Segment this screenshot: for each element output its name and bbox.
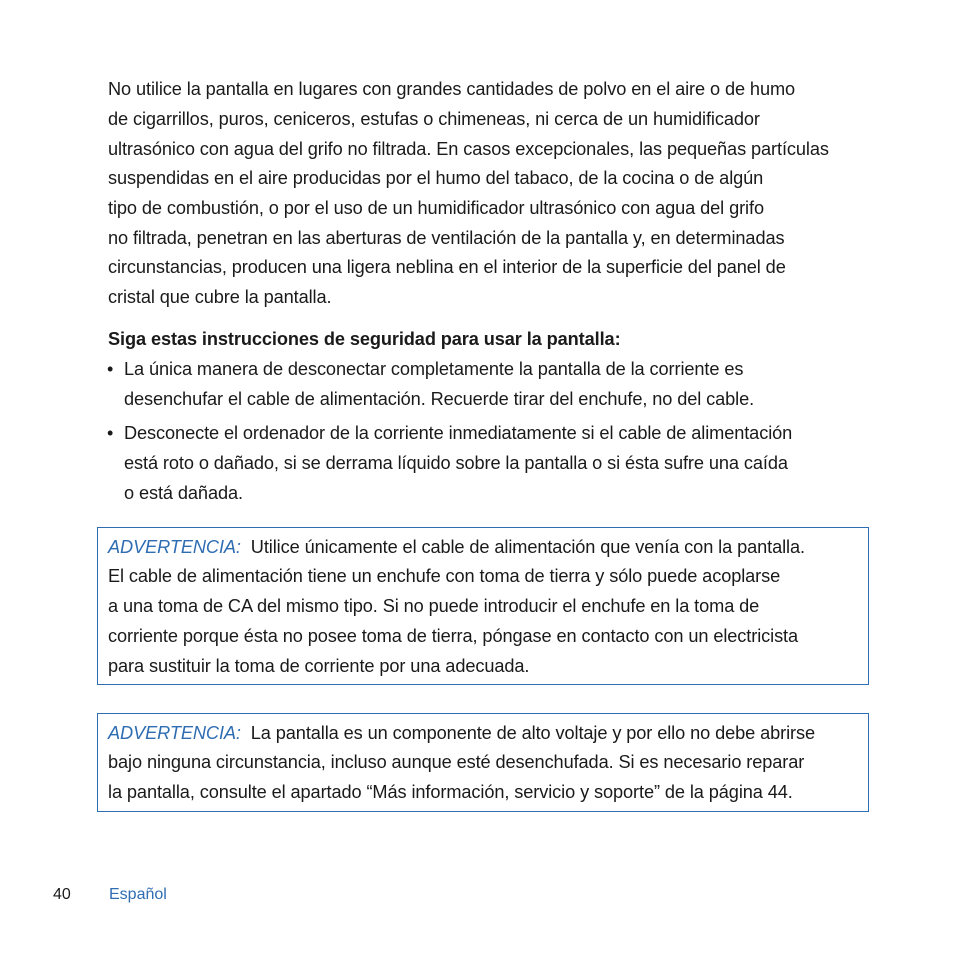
- warning-first-line: [108, 724, 815, 742]
- warning-line: la pantalla, consulte el apartado “Más información, servicio y soporte” de la página 44.: [108, 782, 793, 802]
- paragraph-line: no filtrada, penetran en las aberturas de ventilación de la pantalla y, en determinadas: [108, 228, 785, 248]
- paragraph-line: ultrasónico con agua del grifo no filtrada. En casos excepcionales, las pequeñas partículas: [108, 139, 829, 159]
- bullet-line: La única manera de desconectar completamente la pantalla de la corriente es: [124, 359, 744, 379]
- page-number: 40: [53, 886, 71, 903]
- bullet-line: desenchufar el cable de alimentación. Recuerde tirar del enchufe, no del cable.: [124, 389, 755, 409]
- paragraph-line: de cigarrillos, puros, ceniceros, estufas o chimeneas, ni cerca de un humidificador: [108, 109, 760, 129]
- paragraph-line: No utilice la pantalla en lugares con grandes cantidades de polvo en el aire o de humo: [108, 79, 796, 99]
- paragraph-line: tipo de combustión, o por el uso de un humidificador ultrasónico con agua del grifo: [108, 198, 764, 218]
- warning-text: Utilice únicamente el cable de alimentación que venía con la pantalla.: [250, 537, 805, 557]
- footer-language: Español: [109, 886, 167, 903]
- bullet-line: Desconecte el ordenador de la corriente inmediatamente si el cable de alimentación: [124, 423, 793, 443]
- safety-heading: Siga estas instrucciones de seguridad para usar la pantalla:: [108, 329, 621, 349]
- warning-line: bajo ninguna circunstancia, incluso aunque esté desenchufada. Si es necesario reparar: [108, 752, 805, 772]
- warning-label: ADVERTENCIA:: [108, 537, 241, 557]
- warning-line: corriente porque ésta no posee toma de tierra, póngase en contacto con un electricista: [108, 626, 799, 646]
- warning-line: El cable de alimentación tiene un enchufe con toma de tierra y sólo puede acoplarse: [108, 566, 781, 586]
- warning-line: para sustituir la toma de corriente por una adecuada.: [108, 656, 530, 676]
- warning-line: a una toma de CA del mismo tipo. Si no puede introducir el enchufe en la toma de: [108, 596, 760, 616]
- warning-text: La pantalla es un componente de alto voltaje y por ello no debe abrirse: [250, 723, 815, 743]
- warning-label: ADVERTENCIA:: [108, 723, 241, 743]
- paragraph-line: cristal que cubre la pantalla.: [108, 287, 332, 307]
- bullet-line: o está dañada.: [124, 483, 243, 503]
- bullet-marker: •: [107, 423, 114, 443]
- warning-first-line: [108, 538, 805, 556]
- paragraph-line: circunstancias, producen una ligera neblina en el interior de la superficie del panel de: [108, 257, 786, 277]
- bullet-line: está roto o dañado, si se derrama líquido sobre la pantalla o si ésta sufre una caída: [124, 453, 788, 473]
- bullet-marker: •: [107, 359, 114, 379]
- paragraph-line: suspendidas en el aire producidas por el humo del tabaco, de la cocina o de algún: [108, 168, 764, 188]
